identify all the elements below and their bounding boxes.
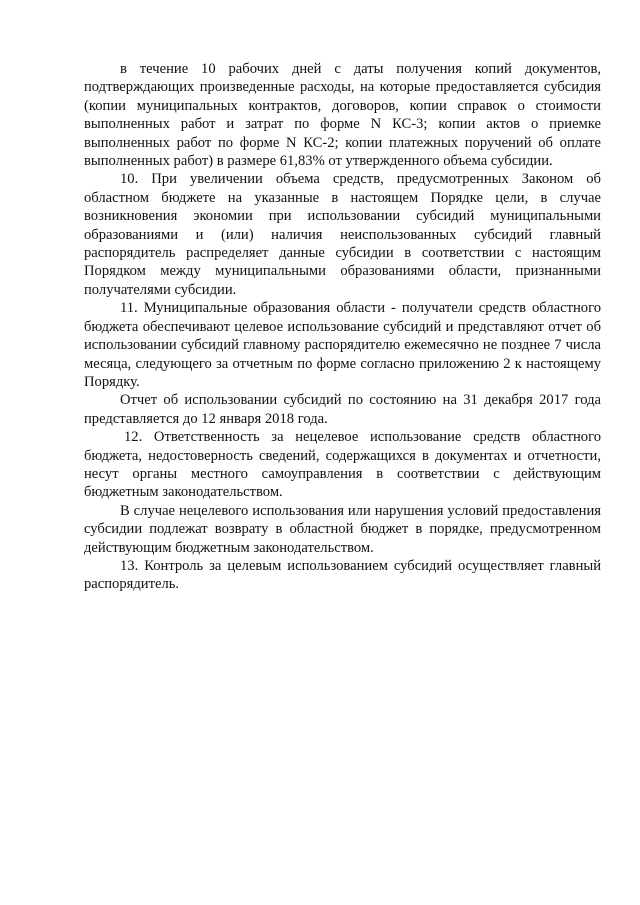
paragraph-report-deadline: Отчет об использовании субсидий по состоянию на 31 декабря 2017 года представляется до 12 января 2018 года. xyxy=(84,392,601,427)
paragraph-11-target-use: 11. Муниципальные образования области - получатели средств областного бюджета обеспечивают целевое использование субсидий и представляют отчет об использовании субсидий главному распорядителю ежемесячно не позднее 7 числа месяца, следующего за отчетным по форме согласно приложению 2 к настоящему Порядку. xyxy=(84,300,601,390)
paragraph-12-responsibility: 12. Ответственность за нецелевое использование средств областного бюджета, недостоверность сведений, содержащихся в документах и отчетности, несут органы местного самоуправления в соответствии с действующим бюджетным законодательством. xyxy=(84,429,601,501)
document-body xyxy=(84,60,601,594)
paragraph-10-redistribution: 10. При увеличении объема средств, предусмотренных Законом об областном бюджете на указанные в настоящем Порядке цели, в случае возникновения экономии при использовании субсидий муниципальными образованиями и (или) наличия неиспользованных субсидий главный распорядитель распределяет данные субсидии в соответствии с настоящим Порядком между муниципальными образованиями области, признанными получателями субсидии. xyxy=(84,171,601,298)
paragraph-13-control: 13. Контроль за целевым использованием субсидий осуществляет главный распорядитель. xyxy=(84,557,601,593)
paragraph-misuse-refund: В случае нецелевого использования или нарушения условий предоставления субсидии подлежат возврату в областной бюджет в порядке, предусмотренном действующим бюджетным законодательством. xyxy=(84,502,601,556)
paragraph-payment-terms: в течение 10 рабочих дней с даты получения копий документов, подтверждающих произведенные расходы, на которые предоставляется субсидия (копии муниципальных контрактов, договоров, копии справок о стоимости выполненных работ и затрат по форме N КС-3; копии актов о приемке выполненных работ по форме N КС-2; копии платежных поручений об оплате выполненных работ) в размере 61,83% от утвержденного объема субсидии. xyxy=(84,61,601,170)
